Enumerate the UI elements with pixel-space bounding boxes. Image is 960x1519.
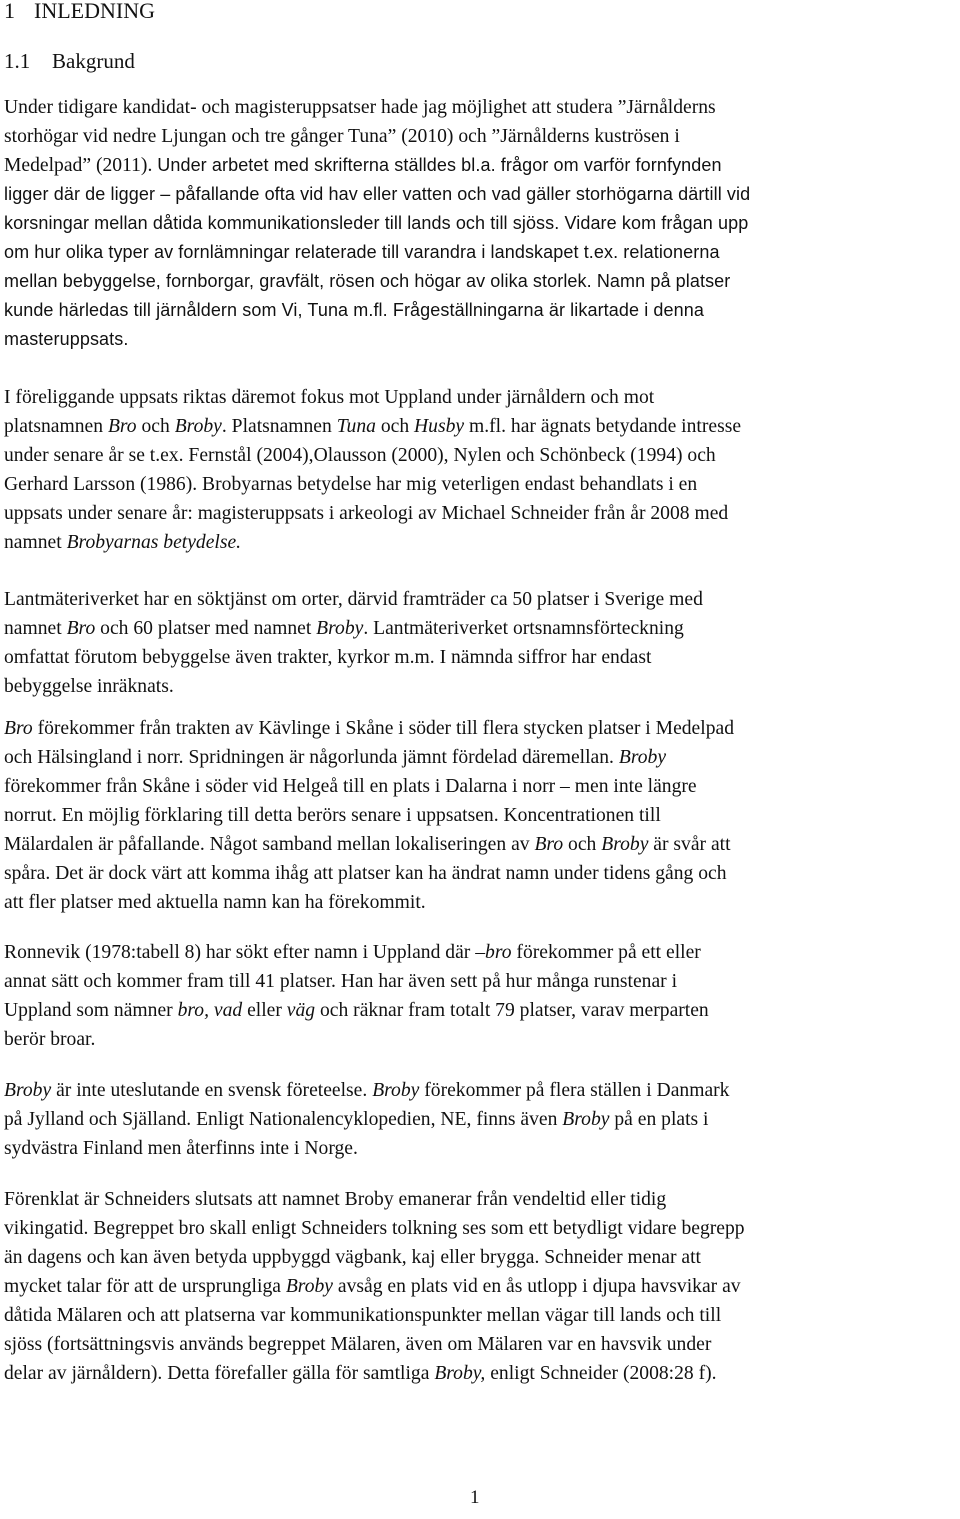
text-run: Gerhard Larsson (1986). Brobyarnas betydelse har mig veterligen endast behandlats i en: [4, 474, 698, 495]
text-line: [4, 122, 958, 151]
text-run: namnet: [4, 532, 67, 553]
italic-term: Broby: [316, 618, 364, 639]
text-run: annat sätt och kommer fram till 41 platser. Han har även sett på hur många runstenar i: [4, 971, 678, 992]
italic-term: Broby: [562, 1109, 610, 1130]
section-heading: [4, 46, 135, 76]
text-run: Lantmäteriverket har en söktjänst om orter, därvid framträder ca 50 platser i Sverige med: [4, 589, 703, 610]
text-run: vikingatid. Begreppet bro skall enligt Schneiders tolkning ses som ett betydligt vidare begrepp: [4, 1218, 745, 1239]
text-run: och: [136, 416, 175, 437]
italic-term: Broby: [285, 1276, 334, 1297]
paragraph: [4, 938, 958, 1054]
text-run: sjöss (fortsättningsvis används begreppet Mälaren, även om Mälaren var en havsvik under: [4, 1334, 712, 1355]
text-line: [4, 499, 958, 528]
text-line: [4, 643, 958, 672]
text-run: på Jylland och Själland. Enligt Nationalencyklopedien, NE, finns även: [4, 1109, 563, 1130]
text-line: [4, 441, 958, 470]
chapter-title: INLEDNING: [34, 0, 155, 23]
italic-term: Broby: [601, 834, 649, 855]
text-line: [4, 1185, 958, 1214]
text-run: och: [563, 834, 602, 855]
text-line: [4, 1359, 958, 1388]
italic-term: Broby: [174, 416, 222, 437]
text-run: . Lantmäteriverket ortsnamnsförteckning: [363, 618, 684, 639]
text-line: [4, 743, 958, 772]
text-run: är inte uteslutande en svensk företeelse.: [51, 1080, 373, 1101]
text-run: storhögar vid nedre Ljungan och tre gånger Tuna” (2010) och ”Järnålderns kuströsen i: [4, 126, 680, 147]
text-run: delar av järnåldern). Detta förefaller gälla för samtliga: [4, 1363, 435, 1384]
text-run: spåra. Det är dock värt att komma ihåg att platser kan ha ändrat namn under tidens gång och: [4, 863, 727, 884]
paragraph: [4, 714, 958, 917]
text-line: [4, 888, 958, 917]
chapter-heading: [4, 0, 155, 26]
text-line: [4, 1076, 958, 1105]
text-line: [4, 180, 958, 209]
text-run: än dagens och kan även betyda uppbyggd vägbank, kaj eller brygga. Schneider menar att: [4, 1247, 701, 1268]
italic-term: väg: [286, 1000, 316, 1021]
text-run: kunde härledas till järnåldern som Vi, Tuna m.fl. Frågeställningarna är likartade i denna: [4, 300, 704, 320]
text-run: om hur olika typer av fornlämningar relaterade till varandra i landskapet t.ex. relationerna: [4, 242, 720, 262]
text-run: avsåg en plats vid en ås utlopp i djupa havsvikar av: [333, 1276, 741, 1297]
text-line: [4, 1243, 958, 1272]
text-line: [4, 528, 958, 557]
text-run: är svår att: [648, 834, 731, 855]
page-number: 1: [470, 1487, 480, 1508]
text-line: [4, 830, 958, 859]
text-run: . Platsnamnen: [221, 416, 337, 437]
text-line: [4, 1025, 958, 1054]
italic-term: Broby: [618, 747, 667, 768]
text-run: och räknar fram totalt 79 platser, varav merparten: [315, 1000, 709, 1021]
text-run: namnet: [4, 618, 67, 639]
italic-term: Broby,: [434, 1363, 486, 1384]
italic-term: Tuna: [336, 416, 376, 437]
text-line: [4, 209, 958, 238]
text-run: omfattat förutom bebyggelse även trakter, kyrkor m.m. I nämnda siffror har endast: [4, 647, 652, 668]
italic-term: –bro: [475, 942, 512, 963]
text-run: att fler platser med aktuella namn kan ha förekommit.: [4, 892, 426, 913]
text-line: [4, 938, 958, 967]
text-run: förekommer på flera ställen i Danmark: [419, 1080, 730, 1101]
chapter-number: 1: [4, 0, 15, 23]
text-line: [4, 383, 958, 412]
text-run: Medelpad” (2011).: [4, 155, 158, 176]
text-line: [4, 296, 958, 325]
text-run: och Hälsingland i norr. Spridningen är någorlunda jämnt fördelad däremellan.: [4, 747, 619, 768]
text-line: [4, 1134, 958, 1163]
paragraph: [4, 585, 958, 701]
text-line: [4, 325, 958, 354]
text-line: [4, 1330, 958, 1359]
text-run: Under tidigare kandidat- och magisteruppsatser hade jag möjlighet att studera ”Järnålderns: [4, 97, 716, 118]
text-line: [4, 1214, 958, 1243]
text-line: [4, 614, 958, 643]
italic-term: Husby: [414, 416, 465, 437]
text-run: ligger där de ligger – påfallande ofta vid hav eller vatten och vad gäller storhögarna därtill vid: [4, 184, 751, 204]
text-run: enligt Schneider (2008:28 f).: [485, 1363, 717, 1384]
text-line: [4, 412, 958, 441]
text-line: [4, 151, 958, 180]
text-run: I föreliggande uppsats riktas däremot fokus mot Uppland under järnåldern och mot: [4, 387, 655, 408]
text-run: berör broar.: [4, 1029, 96, 1050]
text-run: på en plats i: [609, 1109, 709, 1130]
italic-term: Brobyarnas betydelse.: [66, 532, 242, 553]
text-run: bebyggelse inräknats.: [4, 676, 174, 697]
text-run: masteruppsats.: [4, 329, 129, 349]
text-line: [4, 1105, 958, 1134]
text-line: [4, 772, 958, 801]
text-run: eller: [242, 1000, 287, 1021]
text-line: [4, 93, 958, 122]
text-line: [4, 672, 958, 701]
text-run: mycket talar för att de ursprungliga: [4, 1276, 286, 1297]
text-line: [4, 238, 958, 267]
italic-term: Broby: [372, 1080, 420, 1101]
italic-term: bro, vad: [177, 1000, 243, 1021]
text-line: [4, 801, 958, 830]
text-line: [4, 585, 958, 614]
text-line: [4, 967, 958, 996]
italic-term: Bro: [66, 618, 96, 639]
text-run: Under arbetet med skrifterna ställdes bl.a. frågor om varför fornfynden: [157, 155, 722, 175]
section-title: Bakgrund: [52, 49, 135, 73]
paragraph: [4, 93, 958, 354]
italic-term: Broby: [4, 1080, 52, 1101]
text-line: [4, 470, 958, 499]
paragraph: [4, 1185, 958, 1388]
section-number: 1.1: [4, 49, 31, 73]
text-run: under senare år se t.ex. Fernstål (2004),Olausson (2000), Nylen och Schönbeck (1994) och: [4, 445, 716, 466]
text-run: Förenklat är Schneiders slutsats att namnet Broby emanerar från vendeltid eller tidig: [4, 1189, 667, 1210]
text-run: Uppland som nämner: [4, 1000, 178, 1021]
text-run: platsnamnen: [4, 416, 108, 437]
text-run: och: [375, 416, 415, 437]
text-line: [4, 859, 958, 888]
text-run: uppsats under senare år: magisteruppsats i arkeologi av Michael Schneider från år 2008 med: [4, 503, 729, 524]
text-line: [4, 1301, 958, 1330]
italic-term: Bro: [534, 834, 564, 855]
text-line: [4, 714, 958, 743]
paragraph: [4, 1076, 958, 1163]
text-run: förekommer från Skåne i söder vid Helgeå till en plats i Dalarna i norr – men inte längre: [4, 776, 697, 797]
text-run: Ronnevik (1978:tabell 8) har sökt efter namn i Uppland där: [4, 942, 476, 963]
text-run: och 60 platser med namnet: [95, 618, 317, 639]
text-run: korsningar mellan dåtida kommunikationsleder till lands och till sjöss. Vidare kom frågan upp: [4, 213, 749, 233]
text-run: m.fl. har ägnats betydande intresse: [464, 416, 742, 437]
text-run: mellan bebyggelse, fornborgar, gravfält, rösen och högar av olika storlek. Namn på platser: [4, 271, 731, 291]
text-line: [4, 1272, 958, 1301]
text-line: [4, 996, 958, 1025]
text-line: [4, 267, 958, 296]
text-run: norrut. En möjlig förklaring till detta berörs senare i uppsatsen. Koncentrationen till: [4, 805, 661, 826]
text-run: Mälardalen är påfallande. Något samband mellan lokaliseringen av: [4, 834, 535, 855]
text-run: förekommer på ett eller: [511, 942, 701, 963]
italic-term: Bro: [107, 416, 137, 437]
text-run: dåtida Mälaren och att platserna var kommunikationspunkter mellan vägar till lands och till: [4, 1305, 722, 1326]
text-run: förekommer från trakten av Kävlinge i Skåne i söder till flera stycken platser i Medelpad: [32, 718, 734, 739]
paragraph: [4, 383, 958, 557]
text-run: sydvästra Finland men återfinns inte i Norge.: [4, 1138, 358, 1159]
italic-term: Bro: [4, 718, 33, 739]
